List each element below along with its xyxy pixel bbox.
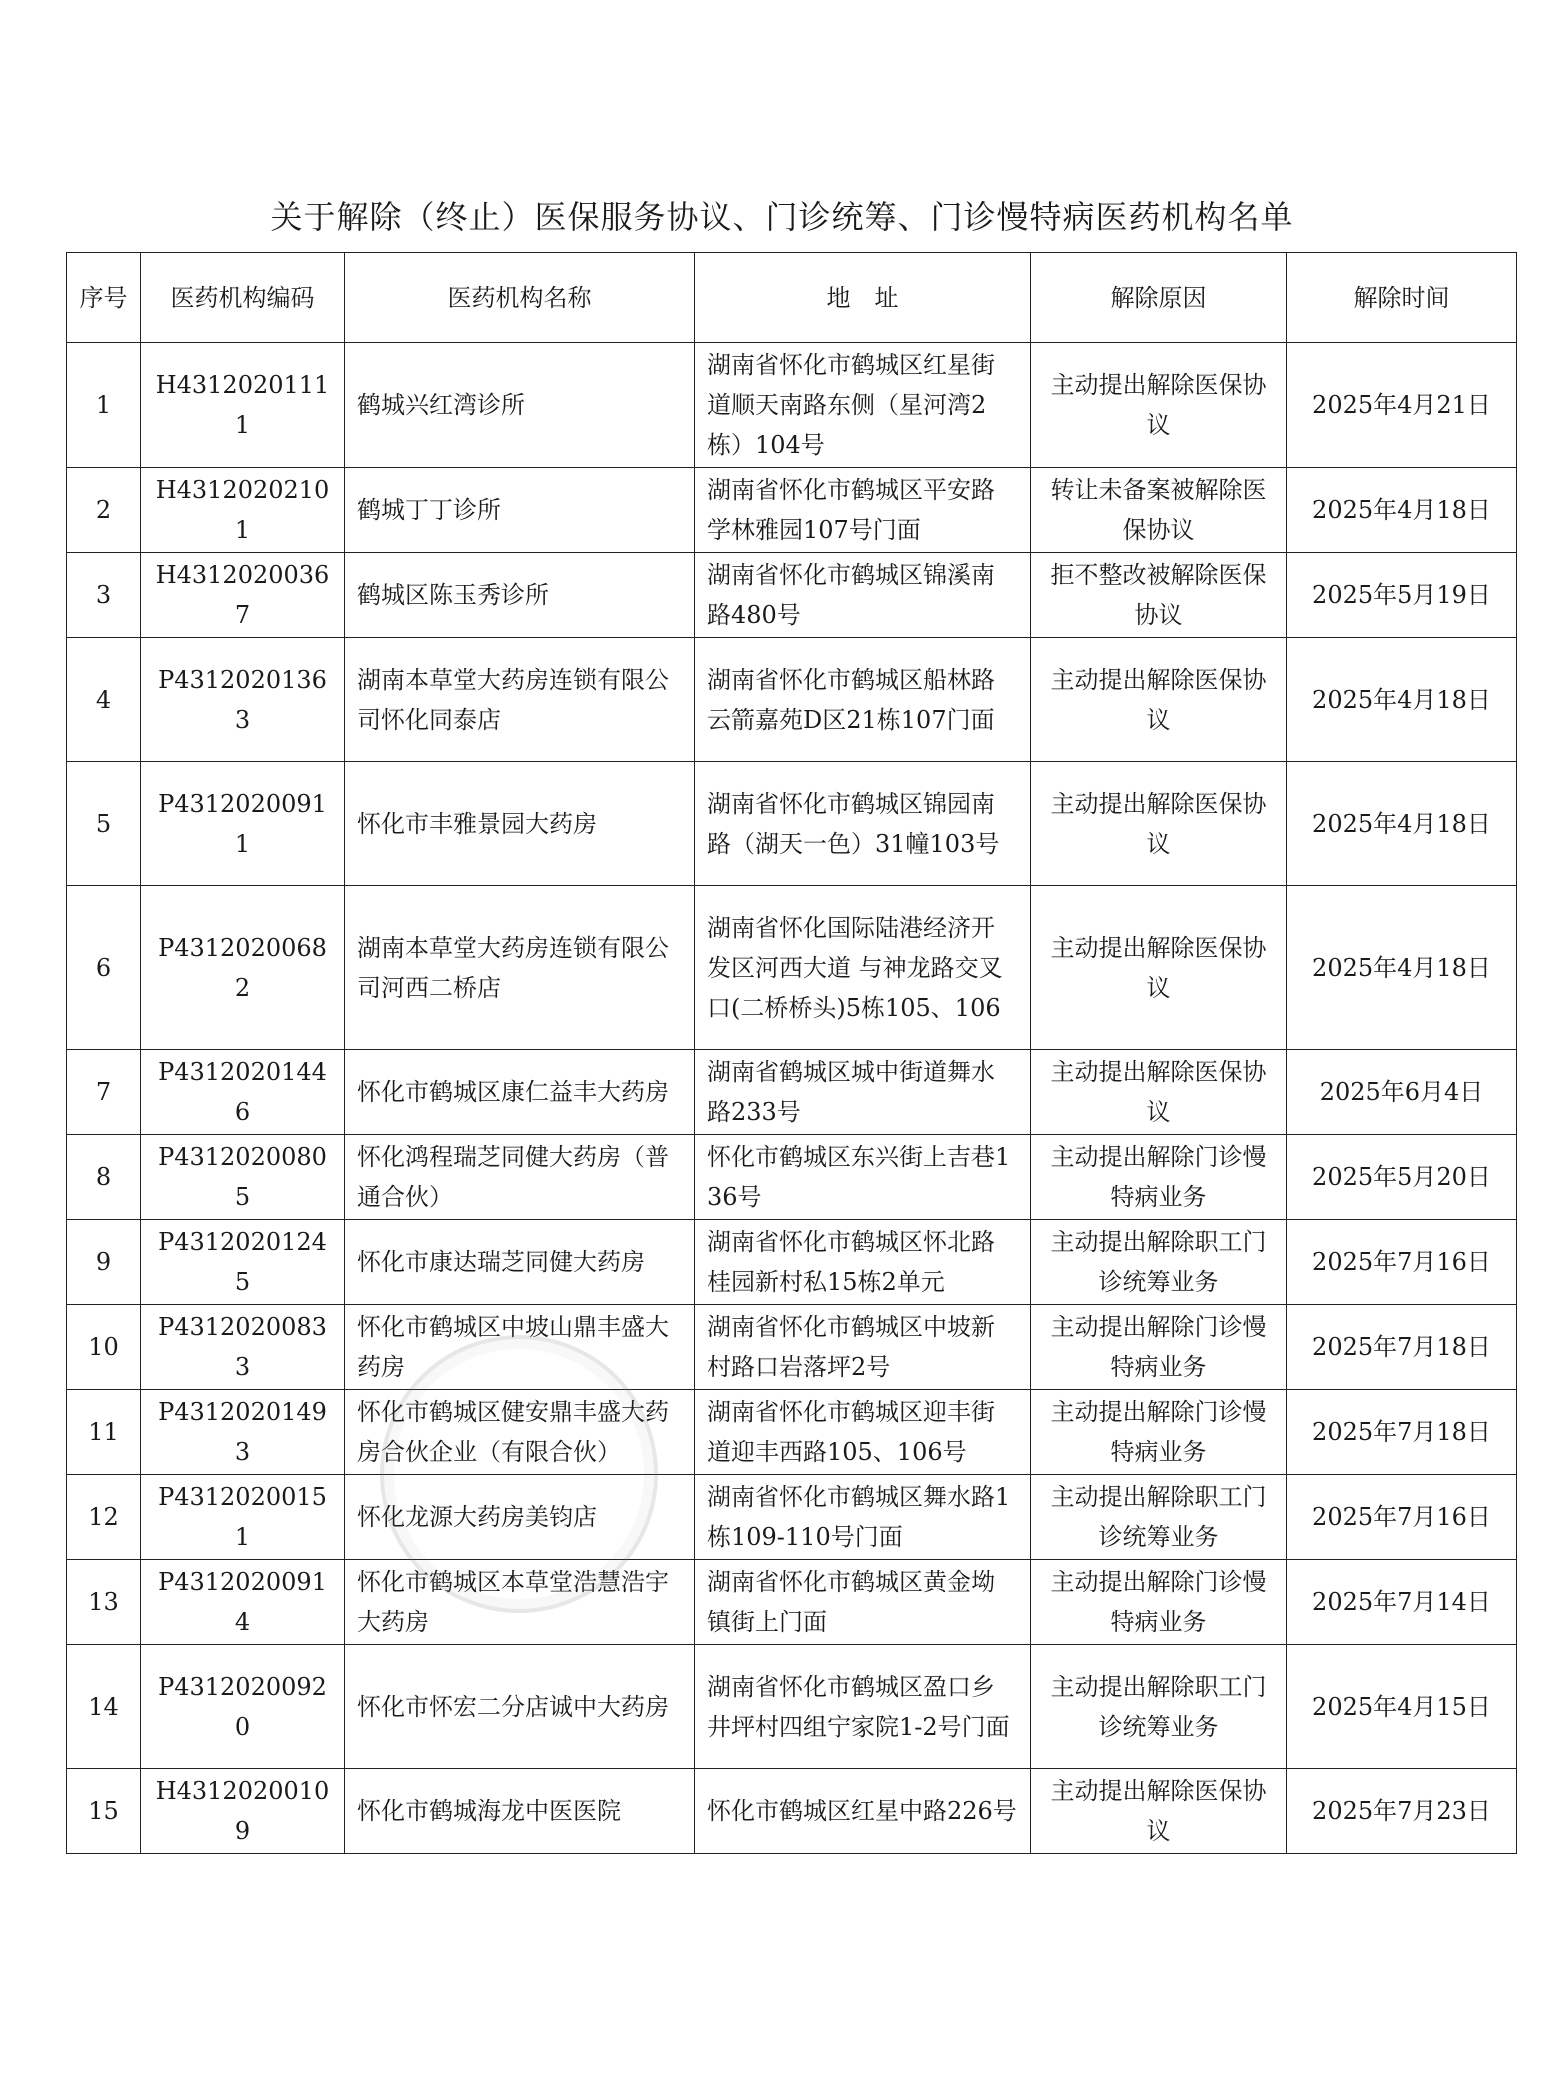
institution-table: [66, 252, 1517, 1854]
cell-address: 湖南省怀化市鹤城区红星街道顺天南路东侧（星河湾2栋）104号: [695, 343, 1031, 468]
cell-date: 2025年7月18日: [1287, 1305, 1517, 1390]
table-row: [67, 638, 1517, 762]
cell-code: P43120200833: [141, 1305, 345, 1390]
table-row: [67, 886, 1517, 1050]
cell-code: P43120200920: [141, 1645, 345, 1769]
cell-reason: 主动提出解除医保协议: [1031, 1769, 1287, 1854]
header-date: 解除时间: [1287, 253, 1517, 343]
header-code: 医药机构编码: [141, 253, 345, 343]
cell-reason: 主动提出解除门诊慢特病业务: [1031, 1135, 1287, 1220]
cell-reason: 主动提出解除医保协议: [1031, 1050, 1287, 1135]
cell-code: H43120200109: [141, 1769, 345, 1854]
cell-reason: 转让未备案被解除医保协议: [1031, 468, 1287, 553]
cell-reason: 主动提出解除职工门诊统筹业务: [1031, 1475, 1287, 1560]
cell-seq: 1: [67, 343, 141, 468]
cell-seq: 15: [67, 1769, 141, 1854]
cell-address: 湖南省怀化市鹤城区锦园南路（湖天一色）31幢103号: [695, 762, 1031, 886]
cell-date: 2025年5月19日: [1287, 553, 1517, 638]
cell-reason: 主动提出解除门诊慢特病业务: [1031, 1390, 1287, 1475]
header-seq: 序号: [67, 253, 141, 343]
cell-name: 怀化市鹤城区健安鼎丰盛大药房合伙企业（有限合伙）: [345, 1390, 695, 1475]
cell-name: 湖南本草堂大药房连锁有限公司河西二桥店: [345, 886, 695, 1050]
cell-code: P43120201446: [141, 1050, 345, 1135]
table-header-row: [67, 253, 1517, 343]
cell-address: 湖南省鹤城区城中街道舞水路233号: [695, 1050, 1031, 1135]
table-row: [67, 1645, 1517, 1769]
cell-reason: 主动提出解除门诊慢特病业务: [1031, 1560, 1287, 1645]
cell-code: P43120201245: [141, 1220, 345, 1305]
table-row: [67, 1050, 1517, 1135]
cell-date: 2025年4月18日: [1287, 886, 1517, 1050]
table-row: [67, 762, 1517, 886]
cell-code: P43120200914: [141, 1560, 345, 1645]
header-address: 地 址: [695, 253, 1031, 343]
cell-date: 2025年7月14日: [1287, 1560, 1517, 1645]
cell-seq: 11: [67, 1390, 141, 1475]
cell-name: 怀化市丰雅景园大药房: [345, 762, 695, 886]
table-row: [67, 343, 1517, 468]
cell-date: 2025年4月21日: [1287, 343, 1517, 468]
header-reason: 解除原因: [1031, 253, 1287, 343]
cell-date: 2025年5月20日: [1287, 1135, 1517, 1220]
cell-code: H43120201111: [141, 343, 345, 468]
cell-address: 湖南省怀化市鹤城区舞水路1栋109-110号门面: [695, 1475, 1031, 1560]
header-name: 医药机构名称: [345, 253, 695, 343]
cell-reason: 主动提出解除医保协议: [1031, 343, 1287, 468]
cell-seq: 2: [67, 468, 141, 553]
cell-reason: 主动提出解除门诊慢特病业务: [1031, 1305, 1287, 1390]
cell-address: 湖南省怀化市鹤城区平安路学林雅园107号门面: [695, 468, 1031, 553]
cell-seq: 14: [67, 1645, 141, 1769]
cell-code: H43120202101: [141, 468, 345, 553]
table-row: [67, 1305, 1517, 1390]
table-row: [67, 468, 1517, 553]
cell-seq: 4: [67, 638, 141, 762]
cell-seq: 3: [67, 553, 141, 638]
cell-address: 湖南省怀化市鹤城区迎丰街道迎丰西路105、106号: [695, 1390, 1031, 1475]
cell-reason: 拒不整改被解除医保协议: [1031, 553, 1287, 638]
table-row: [67, 1220, 1517, 1305]
cell-reason: 主动提出解除医保协议: [1031, 638, 1287, 762]
cell-name: 怀化市鹤城区本草堂浩慧浩宇大药房: [345, 1560, 695, 1645]
table-body: [67, 343, 1517, 1854]
cell-date: 2025年4月15日: [1287, 1645, 1517, 1769]
cell-code: P43120200911: [141, 762, 345, 886]
cell-name: 怀化鸿程瑞芝同健大药房（普通合伙）: [345, 1135, 695, 1220]
cell-name: 湖南本草堂大药房连锁有限公司怀化同泰店: [345, 638, 695, 762]
cell-seq: 12: [67, 1475, 141, 1560]
cell-address: 湖南省怀化市鹤城区黄金坳镇街上门面: [695, 1560, 1031, 1645]
cell-reason: 主动提出解除医保协议: [1031, 886, 1287, 1050]
table-row: [67, 1560, 1517, 1645]
cell-code: P43120201363: [141, 638, 345, 762]
cell-name: 怀化市鹤城区康仁益丰大药房: [345, 1050, 695, 1135]
cell-seq: 7: [67, 1050, 141, 1135]
table-row: [67, 553, 1517, 638]
cell-code: P43120200805: [141, 1135, 345, 1220]
cell-name: 鹤城兴红湾诊所: [345, 343, 695, 468]
cell-date: 2025年7月23日: [1287, 1769, 1517, 1854]
cell-address: 湖南省怀化市鹤城区盈口乡井坪村四组宁家院1-2号门面: [695, 1645, 1031, 1769]
table-row: [67, 1475, 1517, 1560]
cell-reason: 主动提出解除医保协议: [1031, 762, 1287, 886]
cell-name: 怀化市怀宏二分店诚中大药房: [345, 1645, 695, 1769]
cell-date: 2025年4月18日: [1287, 762, 1517, 886]
cell-date: 2025年4月18日: [1287, 468, 1517, 553]
cell-code: H43120200367: [141, 553, 345, 638]
page-title: 关于解除（终止）医保服务协议、门诊统筹、门诊慢特病医药机构名单: [270, 198, 1294, 236]
cell-seq: 6: [67, 886, 141, 1050]
cell-seq: 8: [67, 1135, 141, 1220]
cell-date: 2025年4月18日: [1287, 638, 1517, 762]
cell-date: 2025年7月18日: [1287, 1390, 1517, 1475]
cell-reason: 主动提出解除职工门诊统筹业务: [1031, 1645, 1287, 1769]
cell-address: 怀化市鹤城区东兴街上吉巷136号: [695, 1135, 1031, 1220]
cell-seq: 13: [67, 1560, 141, 1645]
cell-address: 湖南省怀化市鹤城区锦溪南路480号: [695, 553, 1031, 638]
cell-date: 2025年7月16日: [1287, 1220, 1517, 1305]
cell-address: 湖南省怀化市鹤城区船林路云箭嘉苑D区21栋107门面: [695, 638, 1031, 762]
cell-name: 怀化龙源大药房美钧店: [345, 1475, 695, 1560]
table-row: [67, 1135, 1517, 1220]
cell-address: 湖南省怀化市鹤城区中坡新村路口岩落坪2号: [695, 1305, 1031, 1390]
cell-name: 鹤城丁丁诊所: [345, 468, 695, 553]
cell-name: 怀化市鹤城区中坡山鼎丰盛大药房: [345, 1305, 695, 1390]
cell-date: 2025年7月16日: [1287, 1475, 1517, 1560]
table-row: [67, 1769, 1517, 1854]
cell-date: 2025年6月4日: [1287, 1050, 1517, 1135]
cell-reason: 主动提出解除职工门诊统筹业务: [1031, 1220, 1287, 1305]
cell-code: P43120200682: [141, 886, 345, 1050]
cell-address: 湖南省怀化市鹤城区怀北路桂园新村私15栋2单元: [695, 1220, 1031, 1305]
cell-code: P43120201493: [141, 1390, 345, 1475]
cell-seq: 10: [67, 1305, 141, 1390]
cell-name: 鹤城区陈玉秀诊所: [345, 553, 695, 638]
table-row: [67, 1390, 1517, 1475]
cell-code: P43120200151: [141, 1475, 345, 1560]
cell-seq: 9: [67, 1220, 141, 1305]
cell-address: 怀化市鹤城区红星中路226号: [695, 1769, 1031, 1854]
cell-name: 怀化市鹤城海龙中医医院: [345, 1769, 695, 1854]
cell-seq: 5: [67, 762, 141, 886]
cell-address: 湖南省怀化国际陆港经济开发区河西大道 与神龙路交叉口(二桥桥头)5栋105、106: [695, 886, 1031, 1050]
cell-name: 怀化市康达瑞芝同健大药房: [345, 1220, 695, 1305]
